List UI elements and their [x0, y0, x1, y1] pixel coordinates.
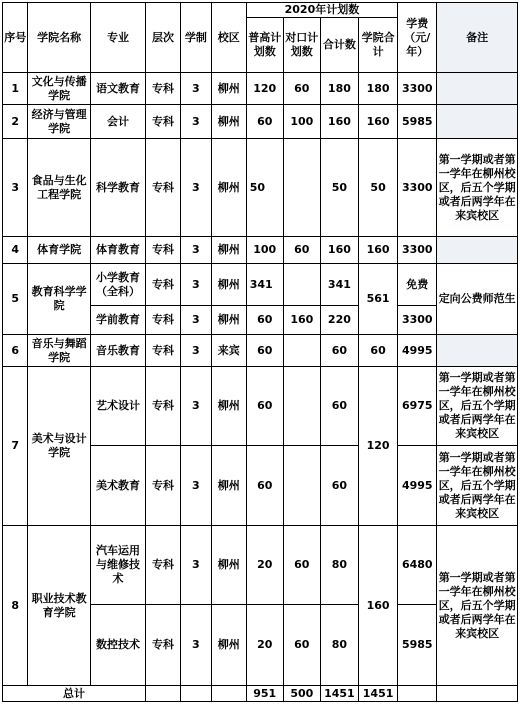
regular-count: 60: [246, 446, 283, 526]
campus: 柳州: [211, 446, 246, 526]
row-no: 1: [3, 73, 28, 105]
regular-count: 100: [246, 237, 283, 264]
regular-count: 60: [246, 105, 283, 139]
header-vocational: 对口计划数: [283, 18, 320, 73]
row-no: 4: [3, 237, 28, 264]
total-empty-cell: [398, 686, 437, 702]
college-name: 职业技术教育学院: [28, 526, 91, 686]
vocational-count: 160: [283, 306, 320, 335]
vocational-count: [283, 367, 320, 446]
vocational-count: 60: [283, 605, 320, 686]
tuition: 3300: [398, 139, 437, 237]
duration: 3: [181, 306, 212, 335]
college-total: 60: [358, 335, 397, 367]
college-total: 561: [358, 264, 397, 335]
regular-count: 60: [246, 306, 283, 335]
vocational-count: 60: [283, 526, 320, 605]
subtotal-count: 50: [320, 139, 358, 237]
note: 第一学期或者第一学年在柳州校区，后五个学期或者后两学年在来宾校区: [437, 446, 518, 526]
header-regular: 普高计划数: [246, 18, 283, 73]
header-row: [3, 3, 518, 18]
regular-count: 20: [246, 526, 283, 605]
college-name: 食品与生化工程学院: [28, 139, 91, 237]
college-total: 50: [358, 139, 397, 237]
major-name: 数控技术: [90, 605, 145, 686]
header-no: 序号: [3, 3, 28, 73]
duration: 3: [181, 446, 212, 526]
tuition: 3300: [398, 73, 437, 105]
tuition: 5985: [398, 605, 437, 686]
major-name: 会计: [90, 105, 145, 139]
note: 第一学期或者第一学年在柳州校区，后五个学期或者后两学年在来宾校区: [437, 139, 518, 237]
total-college-total: 1451: [358, 686, 397, 702]
duration: 3: [181, 73, 212, 105]
header-campus: 校区: [211, 3, 246, 73]
level: 专科: [146, 306, 181, 335]
vocational-count: [283, 139, 320, 237]
note: [437, 105, 518, 139]
header-duration: 学制: [181, 3, 212, 73]
note: 定向公费师范生: [437, 264, 518, 335]
campus: 柳州: [211, 367, 246, 446]
header-tuition: 学费（元/年）: [398, 3, 437, 73]
total-row: [3, 686, 518, 702]
total-vocational: 500: [283, 686, 320, 702]
note: 第一学期或者第一学年在柳州校区，后五个学期或者后两学年在来宾校区: [437, 367, 518, 446]
row-no: 6: [3, 335, 28, 367]
table-row: [3, 526, 518, 605]
table-row: [3, 367, 518, 446]
campus: 柳州: [211, 139, 246, 237]
duration: 3: [181, 526, 212, 605]
row-no: 5: [3, 264, 28, 335]
total-empty-cell: [146, 686, 181, 702]
campus: 柳州: [211, 605, 246, 686]
major-name: 科学教育: [90, 139, 145, 237]
row-no: 3: [3, 139, 28, 237]
major-name: 音乐教育: [90, 335, 145, 367]
total-empty-cell: [211, 686, 246, 702]
campus: 柳州: [211, 73, 246, 105]
total-empty-cell: [437, 686, 518, 702]
major-name: 体育教育: [90, 237, 145, 264]
college-total: 160: [358, 237, 397, 264]
college-total: 160: [358, 526, 397, 686]
header-college-total: 学院合计: [358, 18, 397, 73]
level: 专科: [146, 526, 181, 605]
regular-count: 120: [246, 73, 283, 105]
vocational-count: [283, 446, 320, 526]
subtotal-count: 220: [320, 306, 358, 335]
duration: 3: [181, 264, 212, 306]
college-total: 160: [358, 105, 397, 139]
campus: 柳州: [211, 306, 246, 335]
header-level: 层次: [146, 3, 181, 73]
total-regular: 951: [246, 686, 283, 702]
level: 专科: [146, 73, 181, 105]
subtotal-count: 160: [320, 105, 358, 139]
subtotal-count: 180: [320, 73, 358, 105]
subtotal-count: 341: [320, 264, 358, 306]
college-name: 体育学院: [28, 237, 91, 264]
note: 第一学期或者第一学年在柳州校区，后五个学期或者后两学年在来宾校区: [437, 526, 518, 686]
college-name: 经济与管理学院: [28, 105, 91, 139]
level: 专科: [146, 605, 181, 686]
total-subtotal: 1451: [320, 686, 358, 702]
total-label: 总计: [3, 686, 146, 702]
row-no: 8: [3, 526, 28, 686]
college-name: 教育科学学院: [28, 264, 91, 335]
subtotal-count: 160: [320, 237, 358, 264]
duration: 3: [181, 105, 212, 139]
college-total: 180: [358, 73, 397, 105]
header-note: 备注: [437, 3, 518, 73]
level: 专科: [146, 139, 181, 237]
vocational-count: [283, 264, 320, 306]
note: [437, 237, 518, 264]
college-name: 美术与设计学院: [28, 367, 91, 526]
table-row: [3, 335, 518, 367]
duration: 3: [181, 237, 212, 264]
college-total: 120: [358, 367, 397, 526]
table-row: [3, 139, 518, 237]
header-plan-group: 2020年计划数: [246, 3, 398, 18]
major-name: 小学教育（全科）: [90, 264, 145, 306]
row-no: 7: [3, 367, 28, 526]
total-empty-cell: [181, 686, 212, 702]
regular-count: 60: [246, 367, 283, 446]
duration: 3: [181, 367, 212, 446]
tuition: 4995: [398, 335, 437, 367]
regular-count: 60: [246, 335, 283, 367]
subtotal-count: 60: [320, 446, 358, 526]
subtotal-count: 60: [320, 367, 358, 446]
level: 专科: [146, 367, 181, 446]
duration: 3: [181, 605, 212, 686]
tuition: 4995: [398, 446, 437, 526]
table-row: [3, 264, 518, 306]
header-college: 学院名称: [28, 3, 91, 73]
college-name: 音乐与舞蹈学院: [28, 335, 91, 367]
college-name: 文化与传播学院: [28, 73, 91, 105]
vocational-count: [283, 335, 320, 367]
vocational-count: 60: [283, 237, 320, 264]
header-major: 专业: [90, 3, 145, 73]
note: [437, 335, 518, 367]
subtotal-count: 80: [320, 526, 358, 605]
subtotal-count: 80: [320, 605, 358, 686]
level: 专科: [146, 446, 181, 526]
campus: 来宾: [211, 335, 246, 367]
tuition: 5985: [398, 105, 437, 139]
note: [437, 73, 518, 105]
tuition: 6975: [398, 367, 437, 446]
major-name: 美术教育: [90, 446, 145, 526]
table-row: [3, 73, 518, 105]
header-subtotal: 合计数: [320, 18, 358, 73]
level: 专科: [146, 105, 181, 139]
regular-count: 341: [246, 264, 283, 306]
level: 专科: [146, 335, 181, 367]
vocational-count: 100: [283, 105, 320, 139]
level: 专科: [146, 264, 181, 306]
row-no: 2: [3, 105, 28, 139]
campus: 柳州: [211, 526, 246, 605]
vocational-count: 60: [283, 73, 320, 105]
enrollment-plan-table: [2, 2, 518, 702]
level: 专科: [146, 237, 181, 264]
major-name: 汽车运用与维修技术: [90, 526, 145, 605]
major-name: 艺术设计: [90, 367, 145, 446]
tuition: 3300: [398, 237, 437, 264]
regular-count: 20: [246, 605, 283, 686]
major-name: 学前教育: [90, 306, 145, 335]
table-row: [3, 237, 518, 264]
campus: 柳州: [211, 105, 246, 139]
tuition: 3300: [398, 306, 437, 335]
subtotal-count: 60: [320, 335, 358, 367]
campus: 柳州: [211, 237, 246, 264]
duration: 3: [181, 335, 212, 367]
tuition: 免费: [398, 264, 437, 306]
tuition: 6480: [398, 526, 437, 605]
duration: 3: [181, 139, 212, 237]
major-name: 语文教育: [90, 73, 145, 105]
campus: 柳州: [211, 264, 246, 306]
regular-count: 50: [246, 139, 283, 237]
table-row: [3, 105, 518, 139]
